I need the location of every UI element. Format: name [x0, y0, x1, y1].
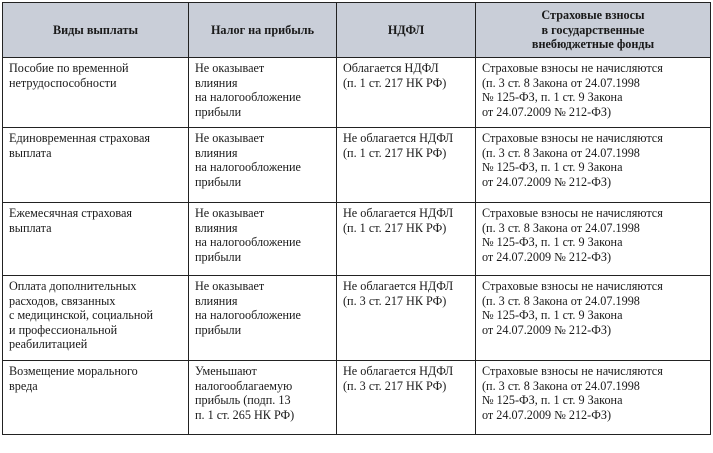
header-profit-tax [189, 3, 337, 58]
cell-line: влияния [195, 293, 238, 308]
cell-line: Страховые взносы не начисляются [482, 61, 663, 75]
cell-line: Не облагается НДФЛ [343, 279, 454, 293]
header-line: внебюджетные фонды [531, 37, 655, 52]
table-body [3, 58, 711, 435]
cell-profit-tax [189, 128, 337, 203]
cell-line: Уменьшают [195, 364, 257, 378]
cell-line: прибыли [195, 174, 242, 189]
cell-line: на налогообложение [195, 235, 301, 250]
table-row [3, 361, 711, 435]
header-line: Страховые взносы [541, 8, 645, 23]
cell-ndfl [337, 58, 476, 128]
cell-line: (п. 3 ст. 8 Закона от 24.07.1998 [482, 220, 640, 235]
cell-line: от 24.07.2009 № 212-ФЗ) [482, 104, 612, 119]
cell-line: (п. 3 ст. 8 Закона от 24.07.1998 [482, 145, 640, 160]
cell-line: прибыль (подп. 13 [195, 393, 291, 408]
cell-line: № 125-ФЗ, п. 1 ст. 9 Закона [482, 160, 623, 175]
cell-line: от 24.07.2009 № 212-ФЗ) [482, 249, 612, 264]
cell-line: Возмещение морального [9, 364, 138, 378]
cell-line: выплата [9, 220, 52, 235]
payout-tax-table [2, 2, 711, 435]
cell-line: п. 1 ст. 265 НК РФ) [195, 407, 295, 422]
cell-line: Не оказывает [195, 206, 265, 220]
header-ndfl [337, 3, 476, 58]
cell-profit-tax [189, 361, 337, 435]
cell-line: прибыли [195, 104, 242, 119]
cell-line: Пособие по временной [9, 61, 129, 75]
cell-line: от 24.07.2009 № 212-ФЗ) [482, 322, 612, 337]
cell-line: на налогообложение [195, 90, 301, 105]
cell-line: на налогообложение [195, 160, 301, 175]
cell-line: Единовременная страховая [9, 131, 150, 145]
table-row [3, 58, 711, 128]
cell-payment-type [3, 58, 189, 128]
header-line: Виды выплаты [52, 22, 139, 37]
header-line: НДФЛ [387, 22, 425, 37]
cell-line: Не облагается НДФЛ [343, 206, 454, 220]
header-line: Налог на прибыль [210, 22, 315, 37]
cell-ndfl [337, 128, 476, 203]
cell-line: № 125-ФЗ, п. 1 ст. 9 Закона [482, 235, 623, 250]
cell-profit-tax [189, 276, 337, 361]
table-row [3, 276, 711, 361]
cell-line: влияния [195, 75, 238, 90]
cell-line: от 24.07.2009 № 212-ФЗ) [482, 174, 612, 189]
cell-line: Облагается НДФЛ [343, 61, 439, 75]
cell-line: Оплата дополнительных [9, 279, 137, 293]
cell-line: на налогообложение [195, 308, 301, 323]
cell-line: Не оказывает [195, 279, 265, 293]
cell-insurance [476, 128, 711, 203]
cell-line: прибыли [195, 322, 242, 337]
header-row [3, 3, 711, 58]
cell-ndfl [337, 361, 476, 435]
cell-profit-tax [189, 58, 337, 128]
cell-line: Не облагается НДФЛ [343, 131, 454, 145]
cell-line: Страховые взносы не начисляются [482, 279, 663, 293]
cell-ndfl [337, 203, 476, 276]
table-row [3, 128, 711, 203]
cell-line: влияния [195, 145, 238, 160]
cell-line: Не облагается НДФЛ [343, 364, 454, 378]
cell-line: вреда [9, 378, 38, 393]
cell-profit-tax [189, 203, 337, 276]
cell-insurance [476, 276, 711, 361]
cell-line: (п. 3 ст. 217 НК РФ) [343, 293, 447, 308]
cell-insurance [476, 203, 711, 276]
cell-line: прибыли [195, 249, 242, 264]
cell-payment-type [3, 203, 189, 276]
cell-line: расходов, связанных [9, 293, 116, 308]
cell-line: Не оказывает [195, 131, 265, 145]
cell-ndfl [337, 276, 476, 361]
cell-line: (п. 3 ст. 8 Закона от 24.07.1998 [482, 378, 640, 393]
cell-line: (п. 3 ст. 8 Закона от 24.07.1998 [482, 75, 640, 90]
cell-line: Страховые взносы не начисляются [482, 364, 663, 378]
cell-line: (п. 1 ст. 217 НК РФ) [343, 145, 447, 160]
cell-payment-type [3, 128, 189, 203]
cell-line: Страховые взносы не начисляются [482, 131, 663, 145]
cell-line: (п. 3 ст. 217 НК РФ) [343, 378, 447, 393]
cell-line: (п. 3 ст. 8 Закона от 24.07.1998 [482, 293, 640, 308]
cell-line: от 24.07.2009 № 212-ФЗ) [482, 407, 612, 422]
cell-line: Страховые взносы не начисляются [482, 206, 663, 220]
header-payment-type [3, 3, 189, 58]
table-header [3, 3, 711, 58]
cell-line: нетрудоспособности [9, 75, 117, 90]
header-line: в государственные [541, 22, 645, 37]
cell-line: Не оказывает [195, 61, 265, 75]
cell-line: налогооблагаемую [195, 378, 293, 393]
cell-line: и профессиональной [9, 322, 118, 337]
cell-line: с медицинской, социальной [9, 308, 153, 323]
cell-line: реабилитацией [9, 337, 88, 352]
cell-line: № 125-ФЗ, п. 1 ст. 9 Закона [482, 90, 623, 105]
cell-line: № 125-ФЗ, п. 1 ст. 9 Закона [482, 393, 623, 408]
cell-line: выплата [9, 145, 52, 160]
cell-line: (п. 1 ст. 217 НК РФ) [343, 75, 447, 90]
cell-insurance [476, 361, 711, 435]
cell-line: (п. 1 ст. 217 НК РФ) [343, 220, 447, 235]
cell-insurance [476, 58, 711, 128]
cell-line: Ежемесячная страховая [9, 206, 132, 220]
cell-payment-type [3, 276, 189, 361]
cell-line: влияния [195, 220, 238, 235]
cell-line: № 125-ФЗ, п. 1 ст. 9 Закона [482, 308, 623, 323]
header-insurance [476, 3, 711, 58]
cell-payment-type [3, 361, 189, 435]
table-row [3, 203, 711, 276]
